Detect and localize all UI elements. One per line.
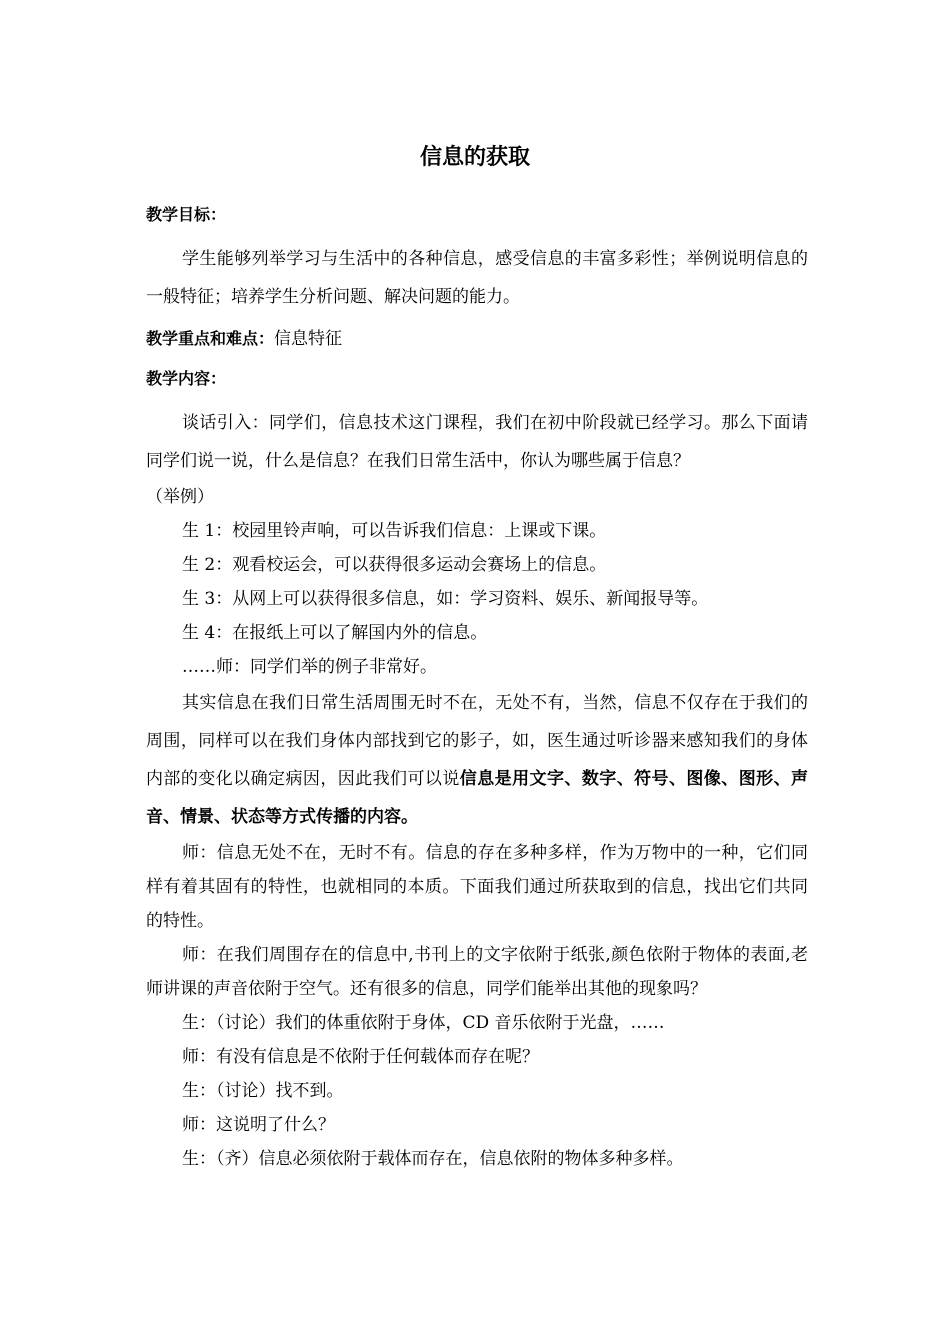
document-title: 信息的获取 xyxy=(419,145,530,170)
teacher-paragraph-2: 师：在我们周围存在的信息中,书刊上的文字依附于纸张,颜色依附于物体的表面,老师讲课的声音依附于空气。还有很多的信息，同学们能举出其他的现象吗？ xyxy=(146,945,808,999)
example-line: 生 3：从网上可以获得很多信息，如：学习资料、娱乐、新闻报导等。 xyxy=(182,589,709,609)
dialogue-line: 师：有没有信息是不依附于任何载体而存在呢？ xyxy=(182,1047,539,1067)
objective-heading: 教学目标： xyxy=(146,205,227,224)
teacher-paragraph-1: 师：信息无处不在，无时不有。信息的存在多种多样，作为万物中的一种，它们同样有着其固有的特性，也就相同的本质。下面我们通过所获取到的信息，找出它们共同的特性。 xyxy=(146,843,808,931)
dialogue-line: 生：（讨论）找不到。 xyxy=(182,1081,344,1101)
content-heading: 教学内容： xyxy=(146,369,227,388)
definition-bold-text: 信息是用文字、数字、符号、图像、图形、声音、情景、状态等方式传播的内容。 xyxy=(146,769,809,827)
dialogue-line: 生：（讨论）我们的体重依附于身体，CD 音乐依附于光盘，…… xyxy=(182,1013,665,1033)
definition-text: 其实信息在我们日常生活周围无时不在，无处不有，当然，信息不仅存在于我们的周围，同样可以在我们身体内部找到它的影子，如，医生通过听诊器来感知我们的身体内部的变化以确定病因，因此我们可以说 xyxy=(146,693,808,789)
dialogue-line: 师：这说明了什么？ xyxy=(182,1115,335,1135)
focus-heading-value: 信息特征 xyxy=(274,329,343,349)
definition-paragraph xyxy=(146,684,808,836)
example-line: 生 1：校园里铃声响，可以告诉我们信息：上课或下课。 xyxy=(182,521,607,541)
example-line: 生 4：在报纸上可以了解国内外的信息。 xyxy=(182,623,488,643)
objective-paragraph: 学生能够列举学习与生活中的各种信息，感受信息的丰富多彩性；举例说明信息的一般特征；培养学生分析问题、解决问题的能力。 xyxy=(146,249,808,307)
document-body xyxy=(146,200,808,1176)
focus-heading xyxy=(146,324,808,354)
dialogue-line: 生：（齐）信息必须依附于载体而存在，信息依附的物体多种多样。 xyxy=(182,1149,684,1169)
example-line: ……师：同学们举的例子非常好。 xyxy=(182,657,437,677)
intro-note: （举例） xyxy=(146,487,214,507)
intro-paragraph: 谈话引入：同学们，信息技术这门课程，我们在初中阶段就已经学习。那么下面请同学们说一说，什么是信息？在我们日常生活中，你认为哪些属于信息？ xyxy=(146,413,808,471)
example-line: 生 2：观看校运会，可以获得很多运动会赛场上的信息。 xyxy=(182,555,607,575)
focus-heading-label: 教学重点和难点： xyxy=(146,329,275,348)
